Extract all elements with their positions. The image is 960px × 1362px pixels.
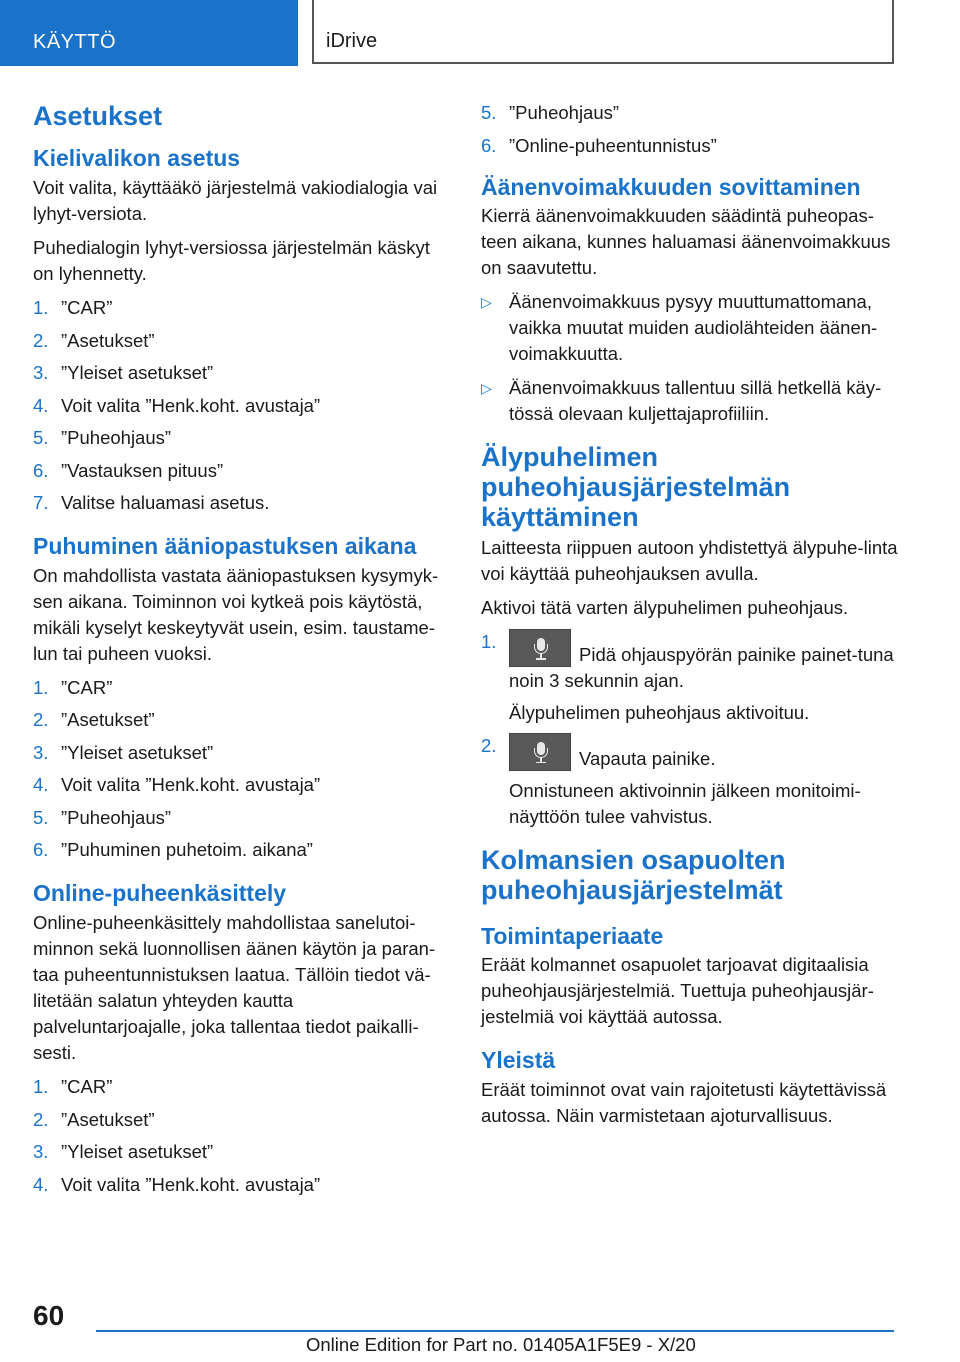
chapter-title: iDrive bbox=[326, 30, 378, 52]
footer-divider bbox=[96, 1330, 894, 1332]
step-text: ”Puheohjaus” bbox=[61, 806, 172, 828]
section-tab-label: KÄYTTÖ bbox=[33, 31, 117, 53]
step-result: Onnistuneen aktivoinnin jälkeen monitoimi-näyttöön tulee vahvistus. bbox=[509, 779, 861, 827]
paragraph: Laitteesta riippuen autoon yhdistettyä älypuhe-linta voi käyttää puheohjauksen avulla. bbox=[481, 537, 898, 585]
list-item: 3. ”Yleiset asetukset” bbox=[33, 1141, 214, 1163]
paragraph: Online-puheenkäsittely mahdollistaa sanelutoi-minnon sekä luonnollisen äänen käytön ja paran-taa puheentunnistuksen laatua. Tällöin tiedot vä-litetään salatun yhteyden kautta palveluntarjoajalle, joka tallentaa tiedot paikalli-sesti. bbox=[33, 912, 436, 1064]
step-text: Voit valita ”Henk.koht. avustaja” bbox=[61, 774, 321, 796]
list-item: 1. ”CAR” bbox=[33, 676, 113, 698]
paragraph: Puhedialogin lyhyt-versiossa järjestelmän käskyt on lyhennetty. bbox=[33, 237, 430, 285]
list-item: 4. Voit valita ”Henk.koht. avustaja” bbox=[33, 774, 321, 796]
paragraph: Voit valita, käyttääkö järjestelmä vakiodialogia vai lyhyt-versiota. bbox=[33, 177, 438, 225]
step-text: Pidä ohjauspyörän painike painet-tuna noin 3 sekunnin ajan. bbox=[509, 644, 894, 692]
step-text: ”Yleiset asetukset” bbox=[61, 362, 214, 384]
step-text: ”Yleiset asetukset” bbox=[61, 741, 214, 763]
step-text: ”CAR” bbox=[61, 676, 113, 698]
list-item: 6. ”Online-puheentunnistus” bbox=[481, 134, 717, 156]
list-item: 1. Pidä ohjauspyörän painike painet-tuna noin 3 sekunnin ajan. Älypuhelimen puheohjaus aktivoituu. bbox=[481, 629, 899, 726]
step-text: ”Yleiset asetukset” bbox=[61, 1141, 214, 1163]
microphone-button-icon bbox=[509, 629, 571, 667]
list-item: 2. ”Asetukset” bbox=[33, 1108, 155, 1130]
triangle-right-outline-icon: ▷ bbox=[481, 380, 492, 397]
step-text: Voit valita ”Henk.koht. avustaja” bbox=[61, 1173, 321, 1195]
paragraph: On mahdollista vastata ääniopastuksen kysymyk-sen aikana. Toiminnon voi kytkeä pois käytöstä, mikäli kyselyt keskeytyvät usein, esim. taustame-lun tai puheen vuoksi. bbox=[33, 564, 439, 664]
step-text: Valitse haluamasi asetus. bbox=[61, 492, 270, 514]
step-text: ”CAR” bbox=[61, 1076, 113, 1098]
page-number: 60 bbox=[33, 1300, 65, 1331]
bullet-text: Äänenvoimakkuus pysyy muuttumattomana, vaikka muutat muiden audiolähteiden äänen-voimakkuutta. bbox=[509, 291, 878, 365]
section-heading-volume: Äänenvoimakkuuden sovittaminen bbox=[481, 173, 861, 200]
step-text: ”Vastauksen pituus” bbox=[61, 459, 224, 481]
bullet-text: Äänenvoimakkuus tallentuu sillä hetkellä käy-tössä olevaan kuljettajaprofiiliin. bbox=[509, 377, 882, 425]
list-item: 4. Voit valita ”Henk.koht. avustaja” bbox=[33, 394, 321, 416]
list-item: 6. ”Vastauksen pituus” bbox=[33, 459, 224, 481]
step-text: Voit valita ”Henk.koht. avustaja” bbox=[61, 394, 321, 416]
footer-edition: Online Edition for Part no. 01405A1F5E9 - X/20 bbox=[306, 1334, 696, 1355]
step-list bbox=[33, 675, 448, 864]
subsection-heading-principle: Toimintaperiaate bbox=[481, 922, 664, 949]
step-text: ”Asetukset” bbox=[61, 1108, 155, 1130]
step-text: Vapauta painike. bbox=[579, 747, 716, 769]
list-item: 2. Vapauta painike. Onnistuneen aktivoinnin jälkeen monitoimi-näyttöön tulee vahvistus. bbox=[481, 733, 899, 830]
section-heading-speaking: Puhuminen ääniopastuksen aikana bbox=[33, 533, 417, 560]
triangle-right-outline-icon: ▷ bbox=[481, 294, 492, 311]
list-item: 5. ”Puheohjaus” bbox=[33, 427, 172, 449]
step-text: ”Puhuminen puhetoim. aikana” bbox=[61, 839, 313, 861]
list-item: 6. ”Puhuminen puhetoim. aikana” bbox=[33, 839, 313, 861]
step-text: ”Asetukset” bbox=[61, 709, 155, 731]
list-item: 3. ”Yleiset asetukset” bbox=[33, 741, 214, 763]
step-list bbox=[481, 629, 899, 830]
left-column bbox=[33, 100, 448, 1212]
step-text: ”Puheohjaus” bbox=[61, 427, 172, 449]
step-text: ”Online-puheentunnistus” bbox=[509, 134, 717, 156]
list-item: 4. Voit valita ”Henk.koht. avustaja” bbox=[33, 1173, 321, 1195]
list-item: 5. ”Puheohjaus” bbox=[33, 806, 172, 828]
page-title: Asetukset bbox=[33, 101, 163, 131]
list-item: 5. ”Puheohjaus” bbox=[481, 102, 620, 123]
step-result: Älypuhelimen puheohjaus aktivoituu. bbox=[509, 702, 810, 724]
bullet-list bbox=[481, 289, 899, 427]
paragraph: Eräät kolmannet osapuolet tarjoavat digitaalisia puheohjausjärjestelmiä. Tuettuja puheohjausjär-jestelmiä voi käyttää autossa. bbox=[481, 954, 874, 1028]
section-heading-online: Online-puheenkäsittely bbox=[33, 880, 287, 907]
step-list bbox=[481, 100, 899, 159]
list-item: 1. ”CAR” bbox=[33, 1076, 113, 1098]
step-list bbox=[33, 295, 448, 516]
section-heading-third-party: Kolmansien osapuolten puheohjausjärjestelmät bbox=[481, 844, 786, 905]
list-item: 3. ”Yleiset asetukset” bbox=[33, 362, 214, 384]
section-heading-smartphone: Älypuhelimen puheohjausjärjestelmän käyttäminen bbox=[481, 442, 791, 533]
subsection-heading-general: Yleistä bbox=[481, 1047, 556, 1074]
step-list bbox=[33, 1074, 448, 1198]
chapter-header bbox=[312, 0, 894, 64]
right-column bbox=[481, 100, 899, 1137]
list-item bbox=[481, 375, 899, 427]
microphone-button-icon bbox=[509, 733, 571, 771]
list-item: 1. ”CAR” bbox=[33, 297, 113, 319]
section-tab bbox=[0, 0, 298, 66]
paragraph: Eräät toiminnot ovat vain rajoitetusti käytettävissä autossa. Näin varmistetaan ajoturvallisuus. bbox=[481, 1079, 887, 1127]
section-heading-language: Kielivalikon asetus bbox=[33, 145, 241, 172]
paragraph: Aktivoi tätä varten älypuhelimen puheohjaus. bbox=[481, 597, 849, 619]
list-item bbox=[481, 289, 899, 367]
list-item: 2. ”Asetukset” bbox=[33, 329, 155, 351]
step-text: ”Puheohjaus” bbox=[509, 102, 620, 123]
step-text: ”CAR” bbox=[61, 297, 113, 319]
list-item: 2. ”Asetukset” bbox=[33, 709, 155, 731]
list-item: 7. Valitse haluamasi asetus. bbox=[33, 492, 270, 514]
step-text: ”Asetukset” bbox=[61, 329, 155, 351]
paragraph: Kierrä äänenvoimakkuuden säädintä puheopas-teen aikana, kunnes haluamasi äänenvoimakkuus on saavutettu. bbox=[481, 205, 891, 279]
